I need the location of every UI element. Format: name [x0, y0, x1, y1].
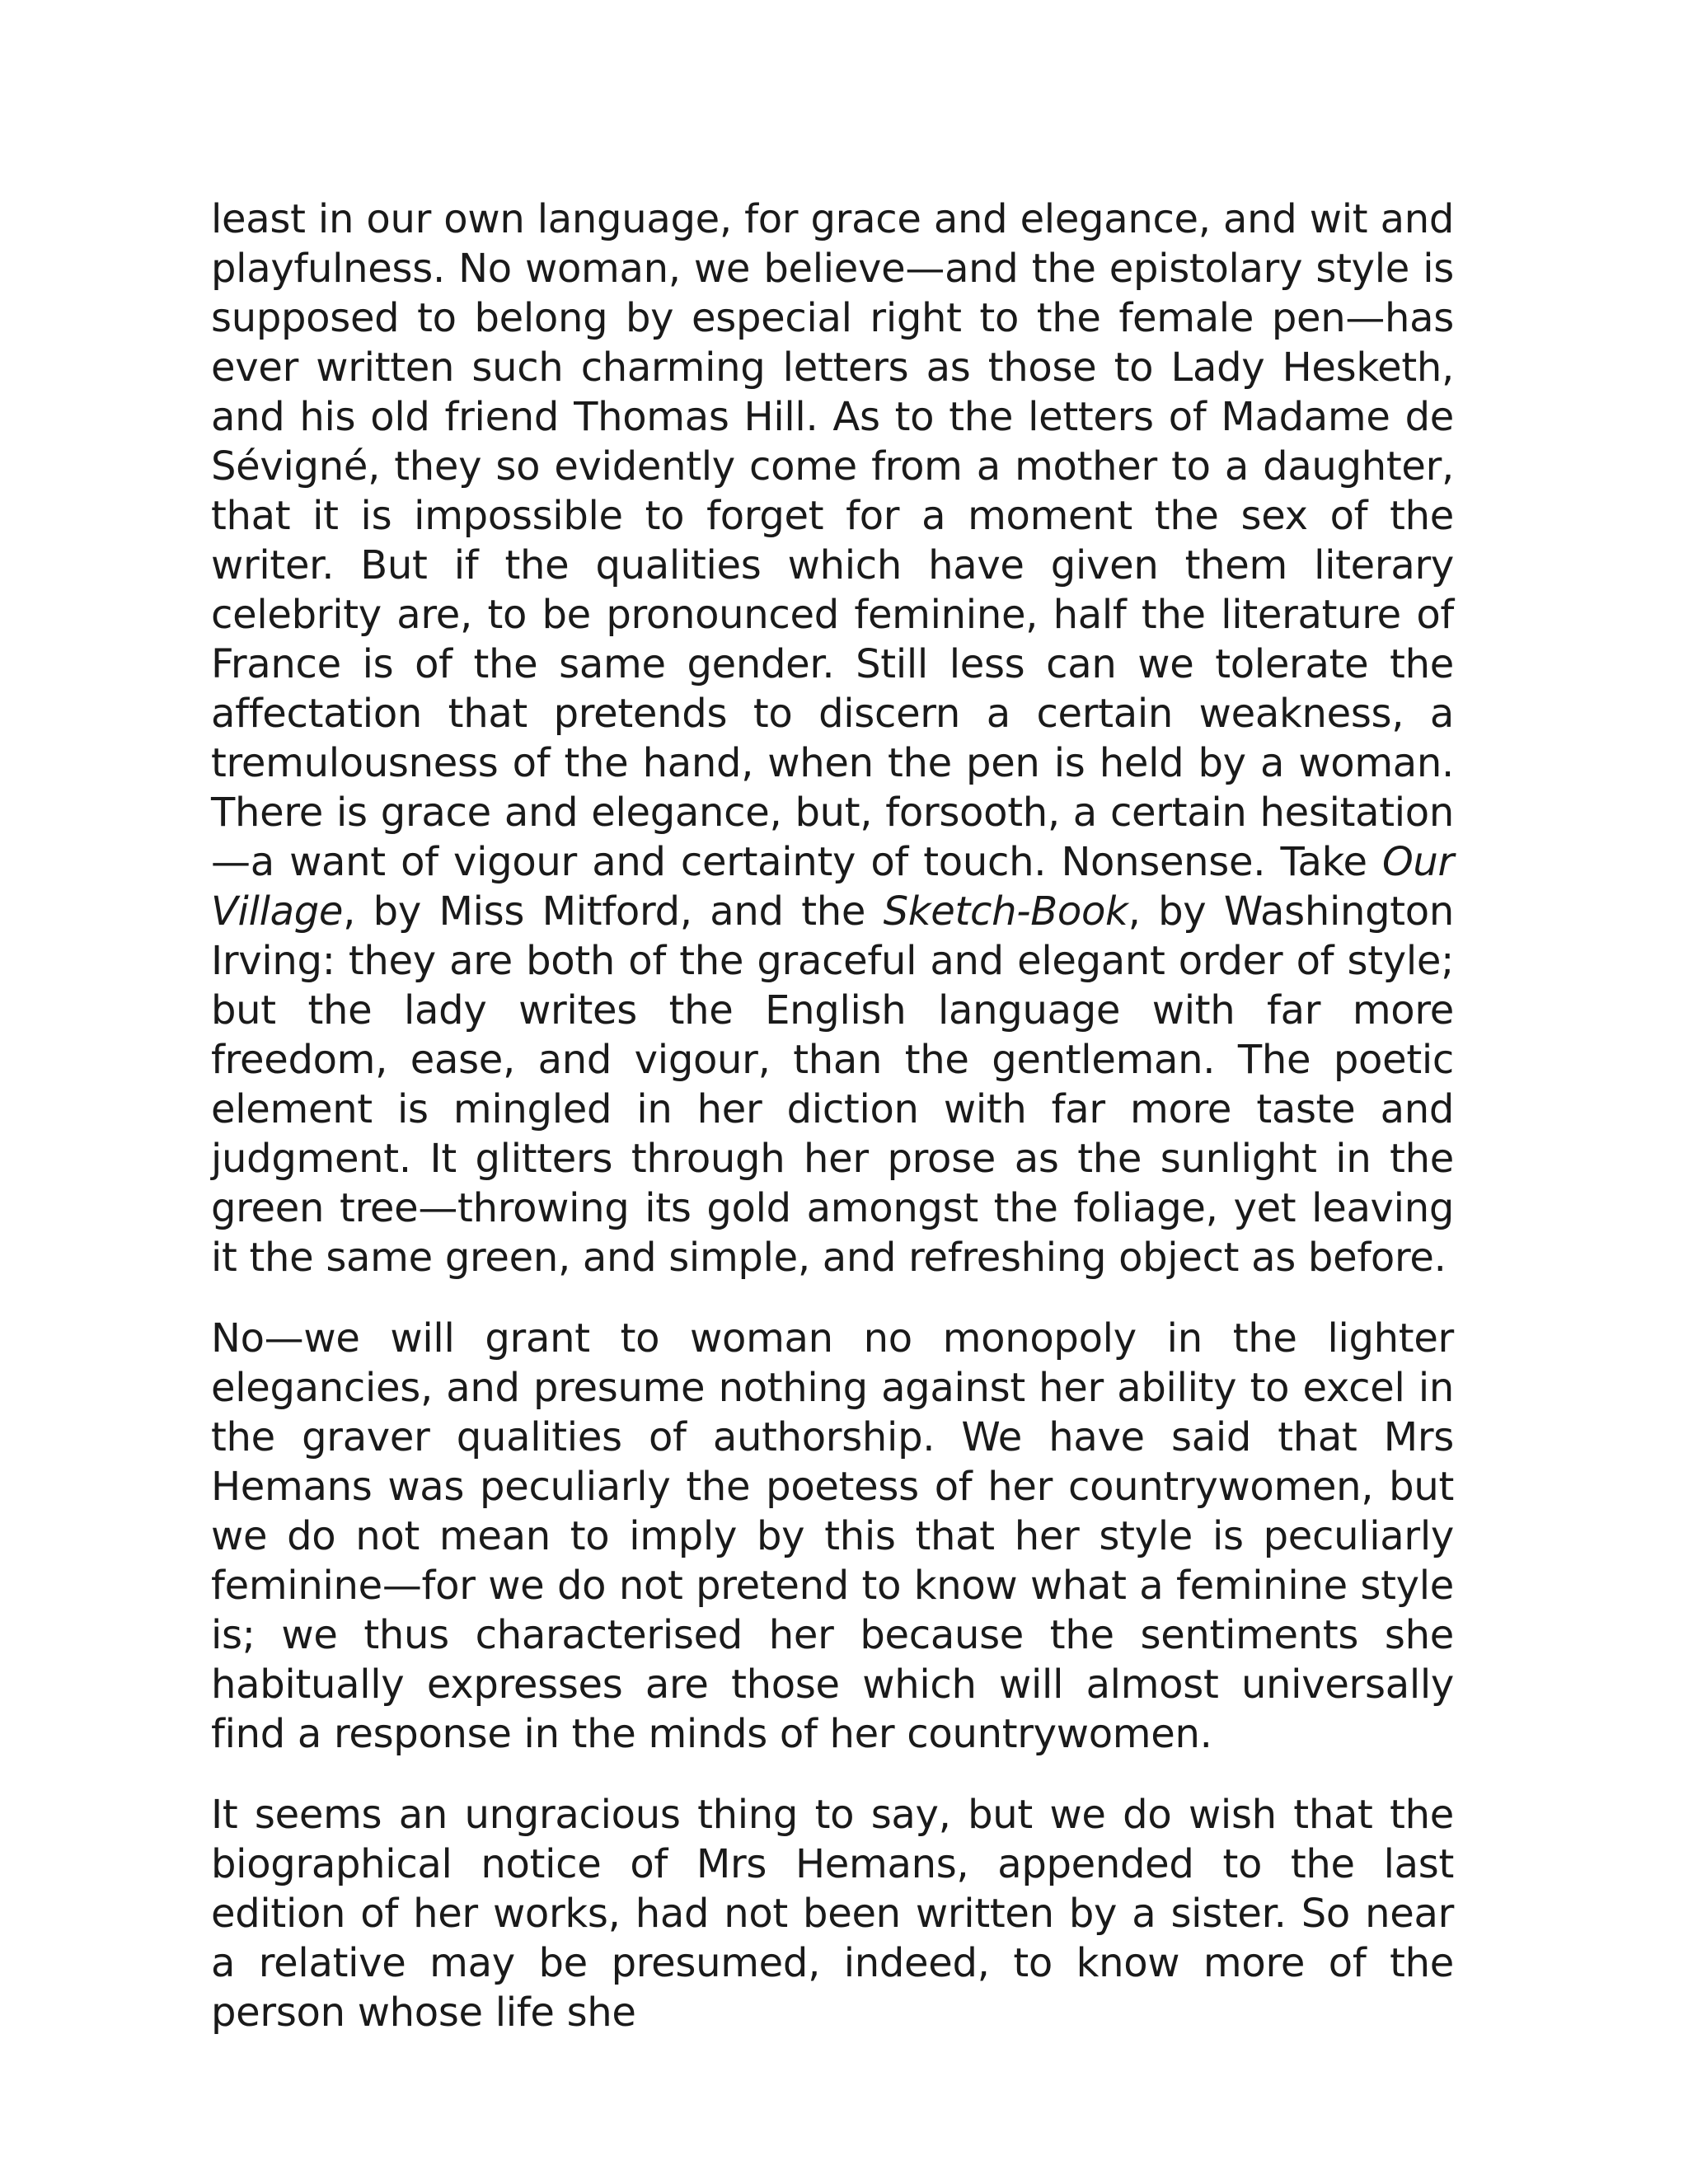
paragraph-3: [211, 1790, 1454, 2037]
title-sketch-book: Sketch-Book: [883, 888, 1128, 935]
paragraph-1-text-a: least in our own language, for grace and elegance, and wit and playfulness. No woman, we believe—and the epistolary style is supposed to belong by especial right to the female pen—has ever written such charming letters as those to Lady Hesketh, and his old friend Thomas Hill. As to the letters of Madame de Sévigné, they so evidently come from a mother to a daughter, that it is impossible to forget for a moment the sex of the writer. But if the qualities which have given them literary celebrity are, to be pronounced feminine, half the literature of France is of the same gender. Still less can we tolerate the affectation that pretends to discern a certain weakness, a tremulousness of the hand, when the pen is held by a woman. There is grace and elegance, but, forsooth, a certain hesitation—a want of vigour and certainty of touch. Nonsense. Take: [211, 196, 1454, 885]
paragraph-1-text-b: , by Miss Mitford, and the: [343, 888, 884, 935]
paragraph-1-text-c: , by Washington Irving: they are both of the graceful and elegant order of style; but the lady writes the English language with far more freedom, ease, and vigour, than the gentleman. The poetic element is mingled in her diction with far more taste and judgment. It glitters through her prose as the sunlight in the green tree—throwing its gold amongst the foliage, yet leaving it the same green, and simple, and refreshing object as before.: [211, 888, 1454, 1281]
paragraph-3-text: It seems an ungracious thing to say, but we do wish that the biographical notice of Mrs Hemans, appended to the last edition of her works, had not been written by a sister. So near a relative may be presumed, indeed, to know more of the person whose life she: [211, 1792, 1454, 2036]
paragraph-2-text: No—we will grant to woman no monopoly in the lighter elegancies, and presume nothing against her ability to excel in the graver qualities of authorship. We have said that Mrs Hemans was peculiarly the poetess of her countrywomen, but we do not mean to imply by this that her style is peculiarly feminine—for we do not pretend to know what a feminine style is; we thus characterised her because the sentiments she habitually expresses are those which will almost universally find a response in the minds of her countrywomen.: [211, 1315, 1454, 1757]
title-our-village: Our Village: [211, 839, 1454, 935]
document-page: [211, 194, 1454, 2037]
paragraph-1: [211, 194, 1454, 1282]
paragraph-2: [211, 1314, 1454, 1759]
